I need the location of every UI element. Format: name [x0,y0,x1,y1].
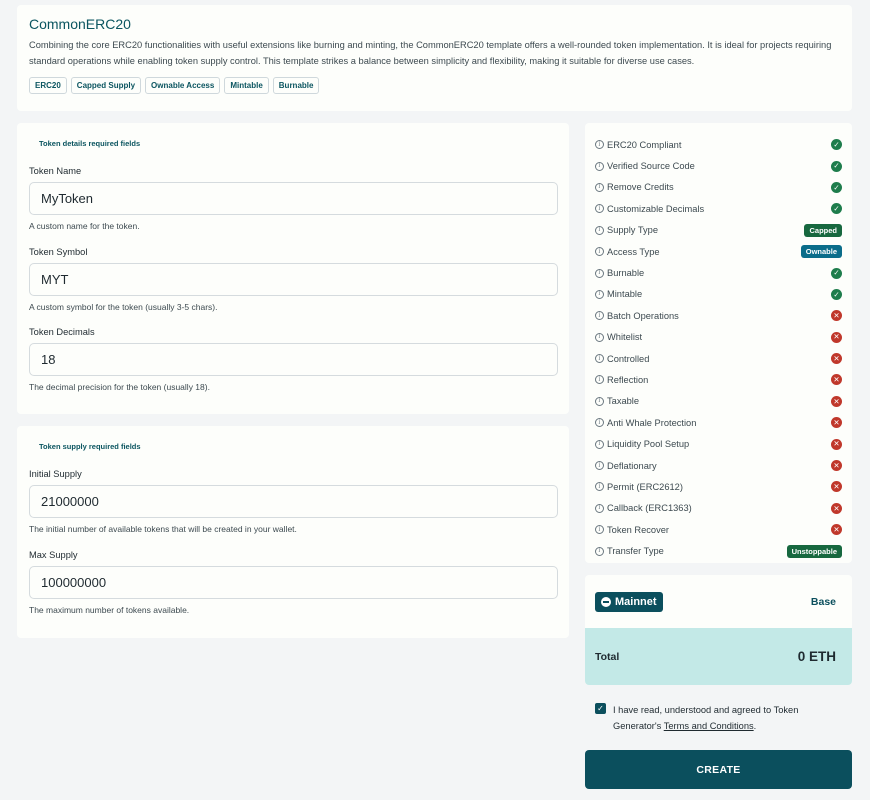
feature-row-reflection [595,369,842,390]
info-icon[interactable]: i [595,247,604,256]
feature-label [595,247,660,257]
info-icon[interactable]: i [595,226,604,235]
info-icon[interactable]: i [595,547,604,556]
info-icon[interactable]: i [595,397,604,406]
token-symbol-field [29,247,558,312]
template-description: Combining the core ERC20 functionalities with useful extensions like burning and minting, the CommonERC20 template offers a well-rounded token implementation. It is ideal for projects requiring standard operations while enabling token supply control. This template strikes a balance between simplicity and flexibility, making it suitable for diverse use cases. [29,40,832,66]
feature-label [595,289,642,299]
check-icon: ✓ [831,203,842,214]
terms-suffix: . [753,721,757,731]
feature-name: Access Type [607,246,660,257]
feature-row-mintable [595,284,842,305]
feature-list [595,134,842,562]
feature-name: Remove Credits [607,182,674,193]
feature-badge: Capped [804,224,842,237]
feature-name: Customizable Decimals [607,203,705,214]
feature-row-liquidity-pool-setup [595,433,842,454]
feature-name: Taxable [607,396,640,407]
feature-label [595,461,657,471]
feature-label [595,375,648,385]
tag-mintable: Mintable [224,77,268,94]
mainnet-label: Mainnet [615,595,657,608]
info-icon[interactable]: i [595,354,604,363]
network-row [585,575,852,628]
feature-label [595,546,664,556]
info-icon[interactable]: i [595,482,604,491]
feature-badge: Unstoppable [787,545,842,558]
token-decimals-field [29,327,558,392]
feature-name: ERC20 Compliant [607,139,682,150]
feature-label [595,482,683,492]
token-name-input[interactable] [29,182,558,215]
feature-name: Burnable [607,268,645,279]
feature-row-access-type [595,241,842,262]
terms-link[interactable]: Terms and Conditions [663,721,754,731]
info-icon[interactable]: i [595,311,604,320]
tag-ownable-access: Ownable Access [145,77,220,94]
initial-supply-label: Initial Supply [29,469,82,479]
max-supply-input[interactable] [29,566,558,599]
check-icon: ✓ [831,182,842,193]
feature-label [595,140,681,150]
feature-name: Token Recover [607,524,670,535]
feature-row-supply-type [595,220,842,241]
feature-row-remove-credits [595,177,842,198]
token-details-card [17,123,569,414]
check-icon: ✓ [831,161,842,172]
token-supply-section-title: Token supply required fields [39,442,141,451]
feature-label [595,354,649,364]
feature-name: Controlled [607,353,650,364]
cross-icon: ✕ [831,332,842,343]
network-card [585,575,852,685]
info-icon[interactable]: i [595,183,604,192]
feature-row-burnable [595,262,842,283]
feature-row-controlled [595,348,842,369]
feature-name: Transfer Type [607,546,664,557]
feature-label [595,503,692,513]
max-supply-field [29,550,558,615]
info-icon[interactable]: i [595,162,604,171]
info-icon[interactable]: i [595,333,604,342]
feature-row-erc20-compliant [595,134,842,155]
info-icon[interactable]: i [595,375,604,384]
template-tags [29,77,840,94]
cross-icon: ✕ [831,310,842,321]
feature-name: Callback (ERC1363) [607,503,692,514]
tag-capped-supply: Capped Supply [71,77,141,94]
feature-row-callback-erc1363 [595,498,842,519]
feature-label [595,418,696,428]
feature-label [595,204,704,214]
feature-label [595,225,658,235]
feature-name: Anti Whale Protection [607,417,697,428]
token-name-label: Token Name [29,166,82,176]
cross-icon: ✕ [831,439,842,450]
feature-row-transfer-type [595,540,842,561]
cross-icon: ✕ [831,396,842,407]
info-icon[interactable]: i [595,418,604,427]
token-symbol-help: A custom symbol for the token (usually 3-5 chars). [29,302,218,312]
cross-icon: ✕ [831,481,842,492]
cross-icon: ✕ [831,417,842,428]
feature-row-anti-whale-protection [595,412,842,433]
feature-label [595,161,695,171]
feature-label [595,182,674,192]
tag-burnable: Burnable [273,77,320,94]
mainnet-badge [595,592,663,612]
feature-label [595,311,679,321]
token-name-help: A custom name for the token. [29,221,140,231]
token-symbol-input[interactable] [29,263,558,296]
cross-icon: ✕ [831,353,842,364]
info-icon[interactable]: i [595,290,604,299]
feature-row-verified-source-code [595,155,842,176]
feature-row-whitelist [595,327,842,348]
feature-name: Permit (ERC2612) [607,481,683,492]
feature-row-taxable [595,391,842,412]
info-icon[interactable]: i [595,204,604,213]
token-symbol-label: Token Symbol [29,247,88,257]
feature-row-permit-erc2612 [595,476,842,497]
check-icon: ✓ [831,268,842,279]
feature-label [595,332,642,342]
feature-name: Batch Operations [607,310,679,321]
token-decimals-label: Token Decimals [29,327,95,337]
feature-name: Whitelist [607,332,643,343]
info-icon[interactable]: i [595,140,604,149]
token-supply-card [17,426,569,638]
feature-name: Verified Source Code [607,161,695,172]
tag-erc20: ERC20 [29,77,67,94]
total-value: 0 ETH [797,649,836,664]
feature-name: Reflection [607,374,649,385]
token-decimals-input[interactable] [29,343,558,376]
create-button[interactable]: CREATE [585,750,852,789]
feature-row-deflationary [595,455,842,476]
terms-text [613,702,845,734]
network-icon [601,597,611,607]
feature-name: Deflationary [607,460,657,471]
feature-label [595,268,644,278]
info-icon[interactable]: i [595,269,604,278]
cross-icon: ✕ [831,374,842,385]
max-supply-help: The maximum number of tokens available. [29,605,190,615]
template-title: CommonERC20 [29,16,131,32]
features-card [585,123,852,563]
initial-supply-input[interactable] [29,485,558,518]
terms-checkbox[interactable]: ✓ [595,703,606,714]
max-supply-label: Max Supply [29,550,78,560]
info-icon[interactable]: i [595,440,604,449]
cross-icon: ✕ [831,503,842,514]
feature-name: Mintable [607,289,643,300]
info-icon[interactable]: i [595,525,604,534]
info-icon[interactable]: i [595,504,604,513]
cross-icon: ✕ [831,460,842,471]
template-header-card [17,5,852,111]
check-icon: ✓ [831,289,842,300]
feature-row-token-recover [595,519,842,540]
feature-name: Liquidity Pool Setup [607,439,690,450]
token-name-field [29,166,558,231]
feature-label [595,439,689,449]
total-label: Total [595,650,620,663]
initial-supply-field [29,469,558,534]
cross-icon: ✕ [831,524,842,535]
feature-badge: Ownable [801,245,842,258]
feature-row-batch-operations [595,305,842,326]
total-row [585,628,852,685]
feature-name: Supply Type [607,225,658,236]
chain-name: Base [810,595,836,608]
terms-prefix: I have read, understood and agreed to Token Generator's [613,705,799,731]
info-icon[interactable]: i [595,461,604,470]
terms-agreement [595,702,845,734]
feature-label [595,525,669,535]
check-icon: ✓ [831,139,842,150]
feature-label [595,396,639,406]
token-details-section-title: Token details required fields [39,139,141,148]
token-decimals-help: The decimal precision for the token (usually 18). [29,382,210,392]
initial-supply-help: The initial number of available tokens that will be created in your wallet. [29,524,297,534]
feature-row-customizable-decimals [595,198,842,219]
